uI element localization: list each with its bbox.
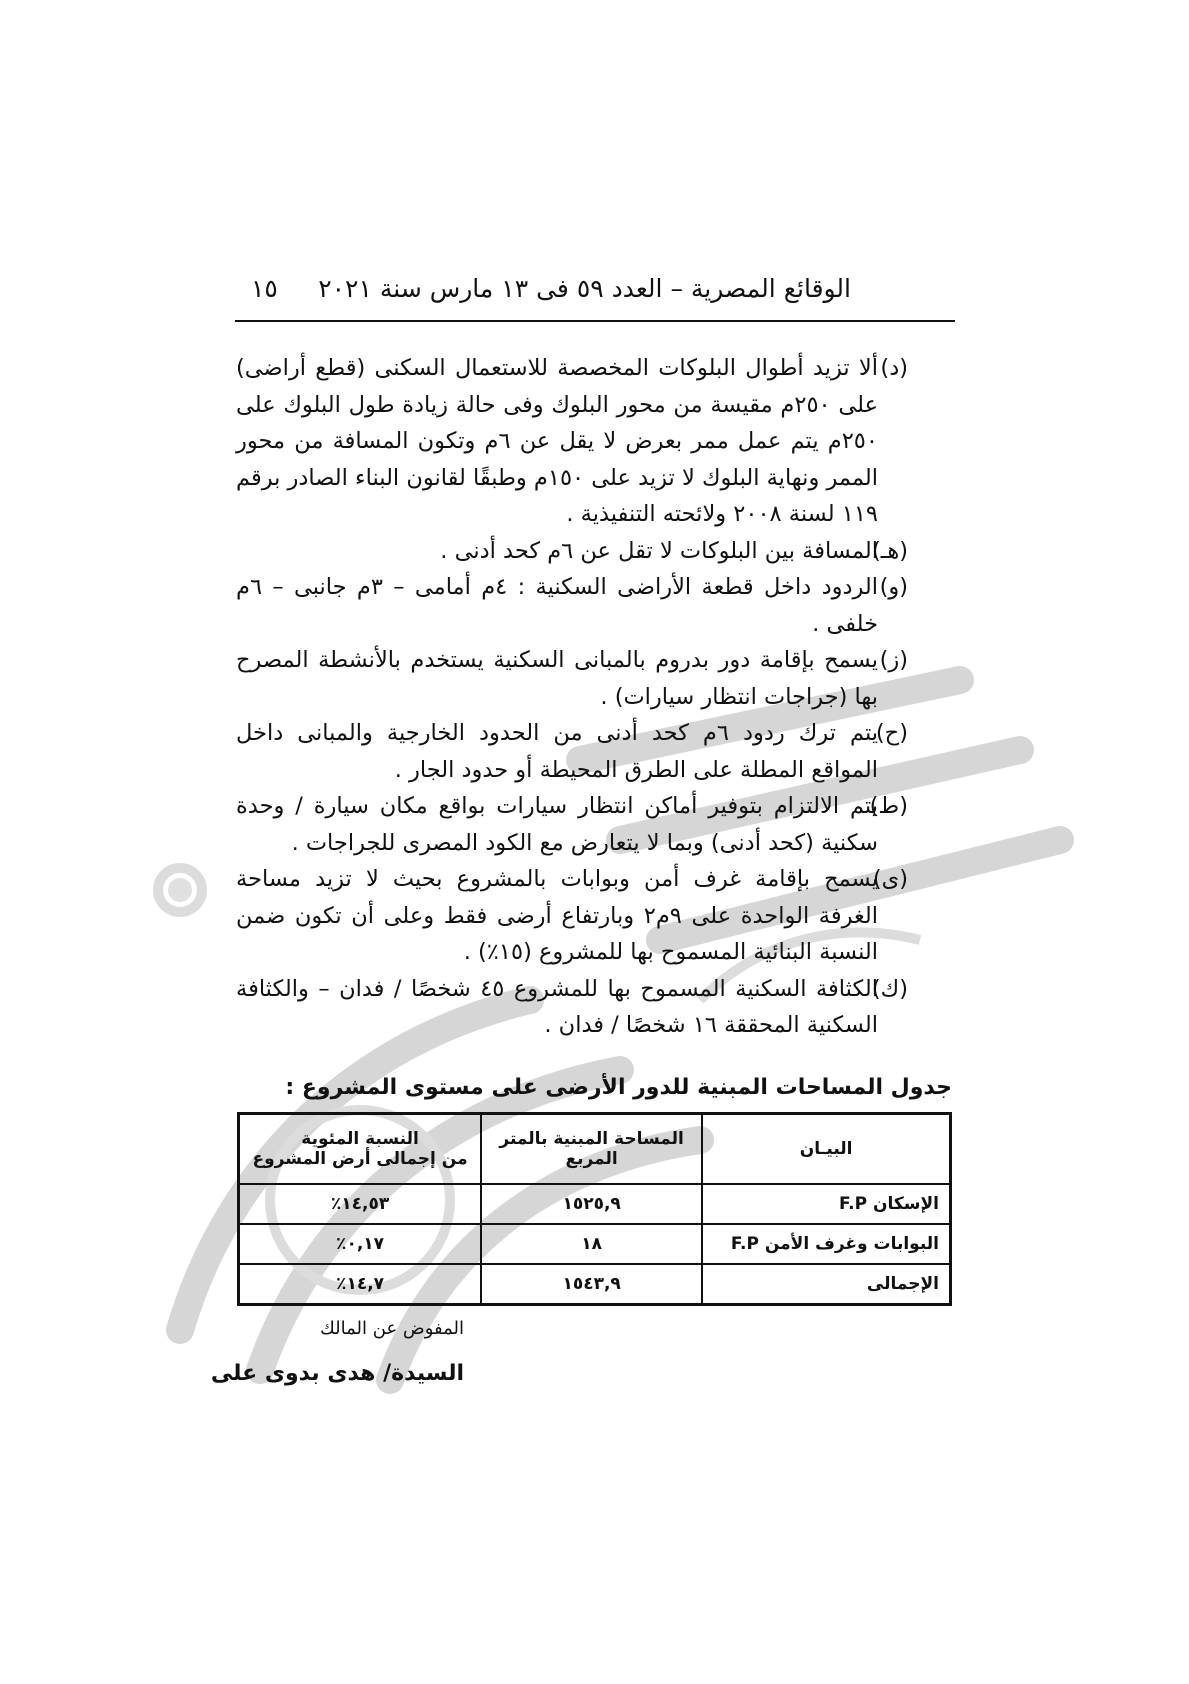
clause-text: يتم ترك ردود ٦م كحد أدنى من الحدود الخارجية والمبانى داخل المواقع المطلة على الطرق المحيطة أو حدود الجار . — [236, 720, 878, 783]
clause-d — [236, 350, 908, 533]
clause-label: (ط) — [869, 793, 908, 819]
header-divider — [235, 320, 955, 322]
clause-label: (هـ) — [871, 537, 908, 564]
signatory-name: السيدة/ هدى بدوى على — [210, 1361, 464, 1386]
clause-ya — [236, 861, 908, 971]
signature-block — [211, 1318, 464, 1386]
row-area: ١٥٤٣,٩ — [481, 1264, 702, 1304]
table-caption: جدول المساحات المبنية للدور الأرضى على مستوى المشروع : — [285, 1075, 952, 1100]
column-header-area: المساحة المبنية بالمتر المربع — [481, 1114, 702, 1184]
clause-text: المسافة بين البلوكات لا تقل عن ٦م كحد أدنى . — [440, 537, 878, 564]
row-area: ١٥٢٥,٩ — [481, 1184, 702, 1224]
row-item: الإسكان F.P — [702, 1184, 950, 1224]
clause-label: (ك) — [871, 975, 908, 1002]
built-areas-table — [237, 1112, 952, 1306]
column-header-item: البيـان — [702, 1114, 950, 1184]
page-header — [235, 270, 955, 322]
row-percent: ١٤,٥٣٪ — [239, 1184, 481, 1224]
clause-z — [236, 642, 908, 715]
clause-text: يتم الالتزام بتوفير أماكن انتظار سيارات بواقع مكان سيارة / وحدة سكنية (كحد أدنى) وبما لا يتعارض مع الكود المصرى للجراجات . — [236, 793, 878, 856]
clause-label: (ى) — [872, 866, 908, 892]
clause-ha — [236, 715, 908, 788]
clause-label: (ح) — [875, 720, 908, 746]
column-header-percent — [239, 1114, 481, 1184]
clause-h — [236, 533, 908, 570]
table-row — [239, 1224, 950, 1264]
clause-label: (ز) — [879, 647, 908, 673]
table-header-row — [239, 1114, 950, 1184]
clause-label: (د) — [880, 355, 908, 381]
table-row-total — [239, 1264, 950, 1304]
table-row — [239, 1184, 950, 1224]
clause-w — [236, 569, 908, 642]
column-header-percent-line2: من إجمالى أرض المشروع — [252, 1149, 468, 1169]
clause-text: ألا تزيد أطوال البلوكات المخصصة للاستعمال السكنى (قطع أراضى) على ٢٥٠م مقيسة من محور البلوك وفى حالة زيادة طول البلوك على ٢٥٠م يتم عمل ممر بعرض لا يقل عن ٦م وتكون المسافة من محور الممر ونهاية البلوك لا تزيد على ١٥٠م وطبقًا لقانون البناء الصادر برقم ١١٩ لسنة ٢٠٠٨ ولائحته التنفيذية . — [235, 355, 879, 527]
clause-text: يسمح بإقامة دور بدروم بالمبانى السكنية يستخدم بالأنشطة المصرح بها (جراجات انتظار سيارات) . — [236, 647, 878, 710]
row-item: البوابات وغرف الأمن F.P — [702, 1224, 950, 1264]
clause-k — [236, 971, 908, 1044]
clause-ta — [236, 788, 908, 861]
clause-text: يسمح بإقامة غرف أمن وبوابات بالمشروع بحيث لا تزيد مساحة الغرفة الواحدة على ٩م٢ وبارتفاع أرضى فقط وعلى أن تكون ضمن النسبة البنائية المسموح بها للمشروع (١٥٪) . — [236, 866, 878, 965]
row-item: الإجمالى — [702, 1264, 950, 1304]
row-percent: ٠,١٧٪ — [239, 1224, 481, 1264]
row-area: ١٨ — [481, 1224, 702, 1264]
clauses-list — [236, 350, 908, 1044]
column-header-percent-line1: النسبة المئوية — [301, 1129, 419, 1149]
signatory-role: المفوض عن المالك — [320, 1318, 464, 1339]
row-percent: ١٤,٧٪ — [239, 1264, 481, 1304]
clause-label: (و) — [879, 574, 908, 600]
clause-text: الردود داخل قطعة الأراضى السكنية : ٤م أمامى – ٣م جانبى – ٦م خلفى . — [236, 574, 878, 637]
clause-text: الكثافة السكنية المسموح بها للمشروع ٤٥ شخصًا / فدان – والكثافة السكنية المحققة ١٦ شخصًا / فدان . — [236, 975, 878, 1038]
page-number: ١٥ — [251, 274, 278, 303]
gazette-title: الوقائع المصرية – العدد ٥٩ فى ١٣ مارس سنة ٢٠٢١ — [318, 274, 851, 303]
